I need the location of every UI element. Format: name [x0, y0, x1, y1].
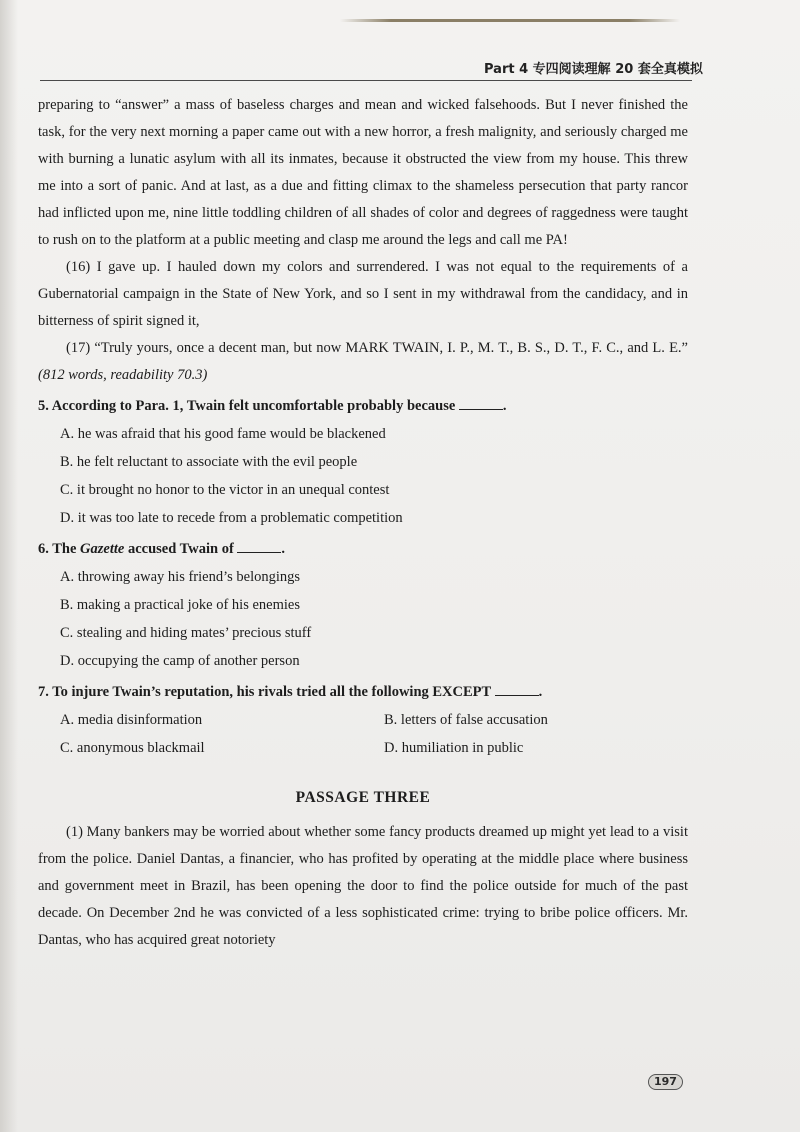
question-text: According to Para. 1, Twain felt uncomfortable probably because	[51, 398, 456, 414]
option-c[interactable]: C. stealing and hiding mates’ precious stuff	[60, 625, 312, 641]
question-text-italic: Gazette	[80, 541, 125, 557]
options-list	[38, 420, 688, 532]
option-d[interactable]: D. it was too late to recede from a problematic competition	[60, 510, 403, 526]
question-number: 7.	[38, 684, 49, 700]
question-stem: 7. To injure Twain’s reputation, his rivals tried all the following EXCEPT .	[38, 684, 543, 700]
question-text: To injure Twain’s reputation, his rivals tried all the following EXCEPT	[52, 684, 491, 700]
page-binding-shadow	[0, 0, 18, 1132]
question-6	[38, 536, 688, 675]
question-stem: 5. According to Para. 1, Twain felt uncomfortable probably because .	[38, 398, 507, 414]
question-number: 5.	[38, 398, 49, 414]
question-stem: 6. The Gazette accused Twain of .	[38, 541, 286, 557]
passage-three-paragraph-1: (1) Many bankers may be worried about whether some fancy products dreamed up might yet lead to a visit from the police. Daniel Dantas, a financier, who has profited by operating at the middle place where business and government meet in Brazil, has been opening the door to find the police outside for much of the past decade. On December 2nd he was convicted of a less sophisticated crime: trying to bribe police officers. Mr. Dantas, who has acquired great notoriety	[38, 824, 688, 948]
option-a[interactable]: A. media disinformation	[60, 712, 203, 728]
passage-three-title: PASSAGE THREE	[295, 789, 431, 806]
question-5	[38, 393, 688, 532]
running-header: Part 4 专四阅读理解 20 套全真模拟	[484, 62, 703, 77]
options-list	[38, 563, 688, 675]
paragraph-17	[38, 335, 688, 389]
paragraph-17-text: (17) “Truly yours, once a decent man, but now MARK TWAIN, I. P., M. T., B. S., D. T., F. C., and L. E.”	[66, 340, 688, 356]
option-a[interactable]: A. he was afraid that his good fame would be blackened	[60, 426, 386, 442]
decorative-top-rule	[340, 19, 680, 22]
option-b[interactable]: B. he felt reluctant to associate with the evil people	[60, 454, 358, 470]
option-c[interactable]: C. it brought no honor to the victor in an unequal contest	[60, 482, 390, 498]
option-b[interactable]: B. letters of false accusation	[384, 712, 548, 728]
question-text-pre: The	[52, 541, 77, 557]
paragraph-15-continued: preparing to “answer” a mass of baseless charges and mean and wicked falsehoods. But I never finished the task, for the very next morning a paper came out with a new horror, a fresh malignity, and seriously charged me with burning a lunatic asylum with all its inmates, because it obstructed the view from my house. This threw me into a sort of panic. And at last, as a due and fitting climax to the shameless persecution that party rancor had inflicted upon me, nine little toddling children of all shades of color and degrees of raggedness were taught to rush on to the platform at a public meeting and clasp me around the legs and call me PA!	[38, 97, 688, 248]
option-b[interactable]: B. making a practical joke of his enemies	[60, 597, 300, 613]
word-count-note: (812 words, readability 70.3)	[38, 367, 208, 383]
question-7	[38, 679, 688, 762]
page-number: 197	[648, 1074, 683, 1090]
answer-blank	[459, 397, 503, 410]
option-d[interactable]: D. humiliation in public	[384, 740, 524, 756]
header-divider	[40, 80, 692, 81]
options-grid	[38, 706, 688, 762]
answer-blank	[237, 540, 281, 553]
question-text-post: accused Twain of	[127, 541, 234, 557]
option-a[interactable]: A. throwing away his friend’s belongings	[60, 569, 301, 585]
option-d[interactable]: D. occupying the camp of another person	[60, 653, 300, 669]
option-c[interactable]: C. anonymous blackmail	[60, 740, 205, 756]
paragraph-16: (16) I gave up. I hauled down my colors and surrendered. I was not equal to the requirements of a Gubernatorial campaign in the State of New York, and so I sent in my withdrawal from the candidacy, and in bitterness of spirit signed it,	[38, 259, 688, 329]
question-number: 6.	[38, 541, 49, 557]
answer-blank	[495, 683, 539, 696]
main-text	[38, 92, 688, 954]
